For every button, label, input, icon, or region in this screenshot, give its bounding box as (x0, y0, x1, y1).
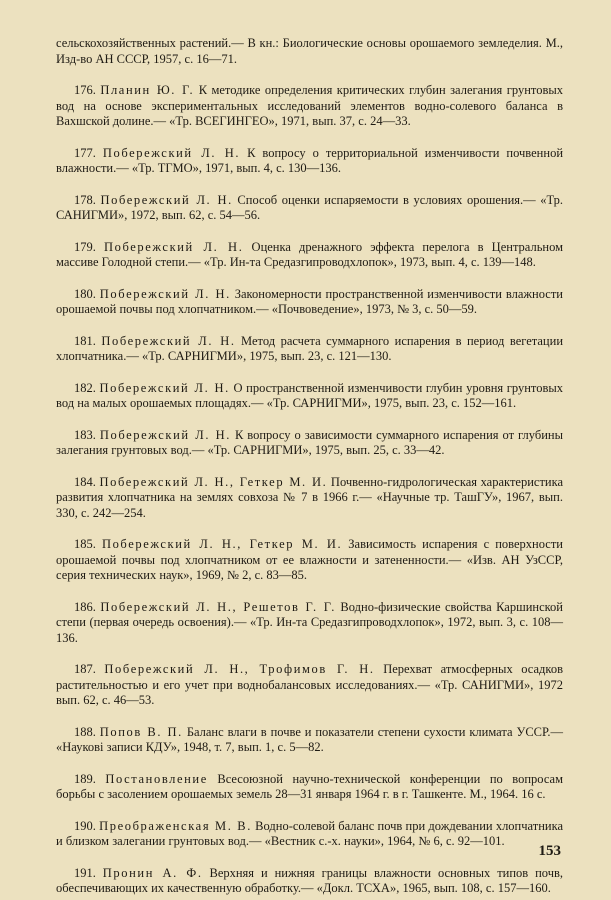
entry-number: 190. (74, 818, 96, 833)
entry-text: сельскохозяйственных растений.— В кн.: Биологические основы орошаемого земледелия. М., Изд-во АН СССР, 1957, с. 16—71. (56, 36, 563, 66)
entry-number: 188. (74, 724, 96, 739)
entry-text: Верхняя и нижняя границы влажности основных типов почв, обеспечивающих их качественную обработку.— «Докл. ТСХА», 1965, вып. 108, с. 157—160. (56, 865, 564, 895)
entry-author: Побережский Л. Н. (102, 145, 241, 160)
entry-number: 177. (74, 145, 96, 160)
entry-author: Планин Ю. Г. (100, 83, 195, 97)
entry-number: 176. (74, 83, 96, 97)
entry-number: 179. (74, 239, 96, 254)
entry-author: Побережский Л. Н., Геткер М. И. (101, 537, 343, 551)
entry-author: Постановление (105, 771, 208, 786)
entry-text: К вопросу о территориальной изменчивости почвенной влажности.— «Тр. ТГМО», 1971, вып. 4, с. 130—136. (56, 145, 564, 175)
bibliography-entry (56, 772, 563, 803)
entry-text: Оценка дренажного эффекта перелога в Центральном массиве Голодной степи.— «Тр. Ин-та Средазгипроводхлопок», 1973, вып. 4, с. 139—148. (56, 239, 564, 269)
entry-author: Пронин А. Ф. (102, 865, 203, 880)
entry-author: Побережский Л. Н. (99, 380, 230, 395)
page-number: 153 (538, 843, 561, 859)
entry-number: 187. (74, 662, 96, 676)
bibliography-entry (56, 287, 563, 318)
entry-number: 191. (74, 865, 96, 880)
entry-number: 182. (74, 380, 96, 395)
bibliography-entry (56, 428, 563, 459)
bibliography-entry (56, 725, 563, 756)
entry-author: Побережский Л. Н. (99, 286, 231, 301)
bibliography-entry (56, 36, 563, 67)
entry-number: 186. (74, 599, 96, 614)
entry-text: Баланс влаги в почве и показатели степени сухости климата УССР.— «Наукові записи КДУ», 1948, т. 7, вып. 1, с. 5—82. (56, 724, 564, 754)
bibliography-entry (56, 381, 563, 412)
entry-text: К вопросу о зависимости суммарного испарения от глубины залегания грунтовых вод.— «Тр. САРНИГМИ», 1975, вып. 25, с. 33—42. (56, 427, 564, 457)
entry-text: Закономерности пространственной изменчивости влажности орошаемой почвы под хлопчатником.— «Почвоведение», 1973, № 3, с. 50—59. (56, 286, 563, 316)
entry-text: Метод расчета суммарного испарения в период вегетации хлопчатника.— «Тр. САРНИГМИ», 1975, вып. 23, с. 121—130. (56, 333, 564, 363)
entry-number: 181. (74, 333, 96, 348)
entry-author: Преображенская М. В. (99, 818, 252, 833)
bibliography-entry (56, 240, 563, 271)
bibliography-entry (56, 475, 563, 522)
entry-number: 178. (74, 192, 96, 207)
entry-text: Способ оценки испаряемости в условиях орошения.— «Тр. САНИГМИ», 1972, вып. 62, с. 54—56. (56, 192, 564, 222)
entry-author: Побережский Л. Н., Геткер М. И. (99, 474, 328, 489)
entry-author: Побережский Л. Н. (99, 427, 231, 442)
bibliography-entry (56, 146, 563, 177)
entry-author: Побережский Л. Н., Решетов Г. Г. (100, 599, 336, 614)
entry-number: 180. (74, 286, 96, 301)
bibliography-entry (56, 537, 563, 584)
bibliography-entry (56, 83, 563, 130)
entry-author: Побережский Л. Н. (101, 333, 236, 348)
entry-text: Почвенно-гидрологическая характеристика развития хлопчатника на землях совхоза № 7 в 1966 г.— «Научные тр. ТашГУ», 1967, вып. 330, с. 242—254. (56, 474, 564, 520)
bibliography-entry (56, 662, 563, 709)
entry-number: 183. (74, 427, 96, 442)
bibliography-entry (56, 819, 563, 850)
entry-number: 189. (74, 771, 96, 786)
bibliography-entry (56, 866, 563, 897)
bibliography-list (56, 36, 563, 897)
entry-text: Водно-физические свойства Каршинской степи (первая очередь освоения).— «Тр. Ин-та Средазгипроводхлопок», 1972, вып. 3, с. 108—136. (56, 599, 563, 645)
bibliography-entry (56, 334, 563, 365)
bibliography-entry (56, 193, 563, 224)
entry-author: Побережский Л. Н. (104, 239, 244, 254)
entry-text: Перехват атмосферных осадков растительностью и его учет при воднобалансовых исследованиях.— «Тр. САНИГМИ», 1972 вып. 62, с. 46—53. (56, 662, 564, 707)
entry-number: 185. (74, 537, 96, 551)
entry-author: Попов В. П. (99, 724, 183, 739)
entry-text: Зависимость испарения с поверхности орошаемой почвы под хлопчатником от ее влажности и затененности.— «Изв. АН УзССР, серия технических наук», 1969, № 2, с. 83—85. (56, 537, 563, 582)
entry-text: Водно-солевой баланс почв при дождевании хлопчатника и близком залегании грунтовых вод.— «Вестник с.-х. науки», 1964, № 6, с. 92—101. (56, 818, 564, 848)
entry-text: Всесоюзной научно-технической конференции по вопросам борьбы с засолением орошаемых земель 28—31 января 1964 г. в г. Ташкенте. М., 1964. 16 с. (56, 771, 564, 801)
entry-author: Побережский Л. Н., Трофимов Г. Н. (104, 662, 375, 676)
entry-text: К методике определения критических глубин залегания грунтовых вод на основе экспериментальных исследований элементов водно-солевого баланса в Вахшской долине.— «Тр. ВСЕГИНГЕО», 1971, вып. 37, с. 24—33. (56, 83, 563, 128)
bibliography-entry (56, 600, 563, 647)
entry-author: Побережский Л. Н. (100, 192, 233, 207)
entry-text: О пространственной изменчивости глубин уровня грунтовых вод на малых орошаемых площадях.— «Тр. САРНИГМИ», 1975, вып. 23, с. 152—161. (56, 380, 564, 410)
entry-number: 184. (74, 474, 96, 489)
